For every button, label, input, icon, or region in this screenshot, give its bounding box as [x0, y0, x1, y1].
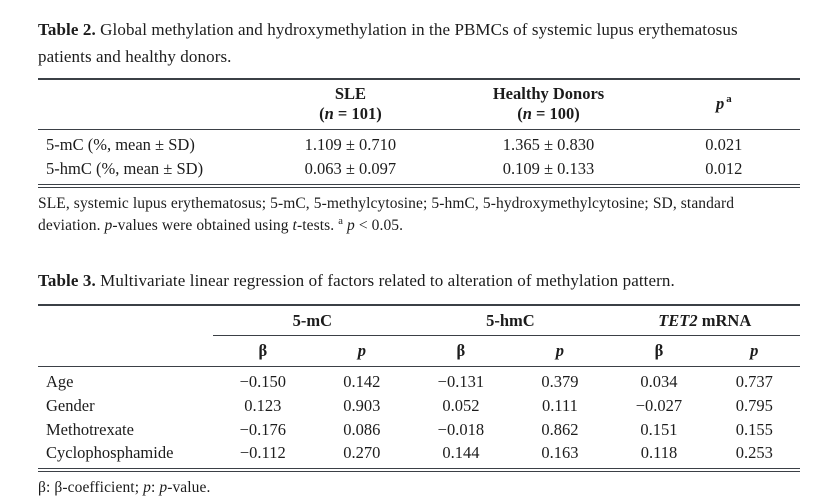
data-cell: 0.795: [735, 395, 773, 415]
table3-row-methotrexate: [38, 418, 800, 442]
beta-header: β: [213, 335, 312, 366]
table2-caption-text: Global methylation and hydroxymethylation in the PBMCs of systemic lupus erythematosus: [95, 20, 738, 39]
p-symbol: p: [104, 217, 113, 235]
table2-header-healthy: [449, 79, 647, 130]
footnote-text: -values were obtained using: [112, 217, 293, 235]
table2-caption-line1: [38, 17, 800, 44]
table3-subheader-row: [38, 335, 800, 366]
n-value: = 100): [531, 103, 580, 123]
p-header: p: [312, 335, 411, 366]
p-symbol: p: [343, 217, 355, 235]
data-cell: −0.112: [213, 441, 312, 470]
n-value: = 101): [333, 103, 382, 123]
data-cell: 0.123: [244, 395, 282, 415]
p-symbol: p: [159, 479, 168, 497]
table2-header-p: [648, 79, 800, 130]
footnote-text: :: [150, 479, 160, 497]
beta-header: β: [411, 335, 510, 366]
data-cell: 0.270: [312, 441, 411, 470]
n-symbol: n: [522, 103, 532, 123]
superscript-a: a: [338, 216, 344, 228]
footnote-text: -value.: [167, 479, 211, 497]
paren: (: [517, 103, 523, 123]
data-cell: 0.163: [510, 441, 609, 470]
table2-header-sle-title: SLE: [334, 83, 366, 103]
table3-spanner-5mc: 5-mC: [213, 305, 411, 335]
row-label: Gender: [46, 395, 95, 415]
data-cell: 0.086: [343, 419, 381, 439]
p-header: p: [709, 335, 801, 366]
p-symbol: [716, 94, 732, 113]
footnote-text: -tests.: [296, 217, 339, 235]
table3-subheader-empty: [38, 335, 213, 366]
table2-header-sle: [251, 79, 449, 130]
row-label: 5-hmC (%, mean ± SD): [38, 157, 251, 186]
table2-header-sle-n: [251, 104, 449, 124]
data-cell: 0.903: [343, 395, 381, 415]
data-cell: −0.150: [239, 371, 286, 391]
data-cell: −0.131: [437, 371, 485, 391]
data-cell: 0.021: [705, 134, 743, 154]
table2-header-healthy-n: [449, 104, 647, 124]
row-label: 5-mC (%, mean ± SD): [46, 134, 195, 154]
table2-footnote: [38, 193, 800, 237]
table2-footnote-line2: [38, 215, 800, 237]
data-cell: 1.365 ± 0.830: [502, 134, 595, 154]
table3-spanner-empty: [38, 305, 213, 335]
table2-row-5hmc: [38, 157, 800, 186]
table2-header-empty: [38, 79, 251, 130]
table3-caption-text: Multivariate linear regression of factors related to alteration of methylation pattern.: [95, 271, 675, 291]
n-symbol: n: [324, 103, 334, 123]
data-cell: 1.109 ± 0.710: [304, 134, 397, 154]
table3-spanner-row: [38, 305, 800, 335]
table2-caption-label: Table 2.: [38, 20, 96, 39]
data-cell: 0.118: [609, 441, 708, 470]
table3-caption: [38, 268, 800, 295]
data-cell: 0.111: [541, 395, 578, 415]
table3: [38, 304, 800, 472]
table3-spanner-5hmc: 5-hmC: [411, 305, 609, 335]
paren: (: [319, 103, 325, 123]
table3-spanner-tet2: [609, 305, 800, 335]
data-cell: 0.052: [442, 395, 480, 415]
p-letter: p: [715, 93, 725, 113]
table3-row-gender: [38, 394, 800, 418]
data-cell: 0.379: [541, 371, 579, 391]
data-cell: 0.142: [343, 371, 381, 391]
table3-row-age: [38, 366, 800, 393]
table3-row-cyclophosphamide: [38, 441, 800, 470]
beta-header: β: [609, 335, 708, 366]
table2: [38, 78, 800, 188]
p-superscript-a: a: [726, 93, 732, 106]
t-symbol: t: [292, 217, 297, 235]
table2-row-5mc: [38, 129, 800, 157]
table3-caption-label: Table 3.: [38, 271, 96, 291]
row-label: Age: [46, 371, 74, 391]
data-cell: 0.109 ± 0.133: [449, 157, 647, 186]
data-cell: 0.144: [411, 441, 510, 470]
mrna-label: mRNA: [697, 311, 752, 331]
data-cell: −0.176: [239, 419, 286, 439]
table3-footnote: [38, 477, 800, 499]
table2-caption: [38, 17, 800, 71]
row-label: Cyclophosphamide: [38, 441, 213, 470]
table2-caption-line2: patients and healthy donors.: [38, 46, 232, 66]
footnote-text: < 0.05.: [354, 217, 404, 235]
data-cell: −0.027: [635, 395, 683, 415]
data-cell: 0.034: [640, 371, 678, 391]
data-cell: −0.018: [437, 419, 485, 439]
data-cell: 0.063 ± 0.097: [251, 157, 449, 186]
footnote-text: β: β-coefficient;: [38, 479, 144, 497]
p-symbol: p: [143, 479, 151, 497]
tet2-gene-symbol: TET2: [658, 311, 698, 331]
data-cell: 0.151: [640, 419, 678, 439]
footnote-text: deviation.: [38, 217, 105, 235]
data-cell: 0.737: [735, 371, 773, 391]
table2-footnote-line1: SLE, systemic lupus erythematosus; 5-mC, 5-methylcytosine; 5-hmC, 5-hydroxymethylcytosine; SD, standard: [38, 195, 735, 213]
data-cell: 0.155: [735, 419, 773, 439]
data-cell: 0.012: [648, 157, 800, 186]
table2-header-healthy-title: Healthy Donors: [492, 83, 605, 103]
table2-header-row: [38, 79, 800, 130]
p-header: p: [510, 335, 609, 366]
data-cell: 0.253: [709, 441, 801, 470]
row-label: Methotrexate: [46, 419, 134, 439]
data-cell: 0.862: [541, 419, 579, 439]
